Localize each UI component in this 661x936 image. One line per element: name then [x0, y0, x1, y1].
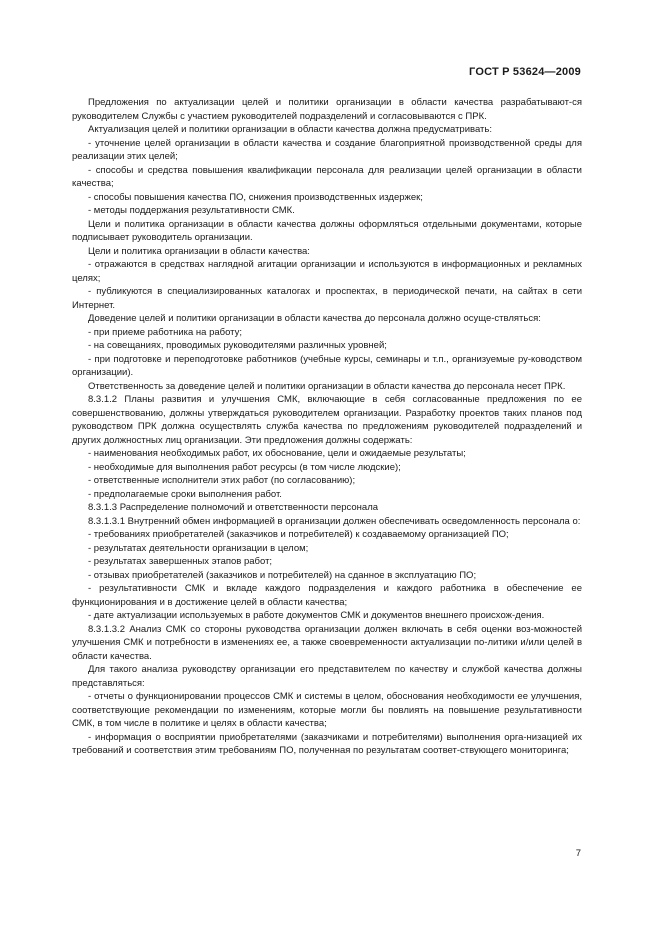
- paragraph: Цели и политика организации в области качества должны оформляться отдельными документами, которые подписывает руководитель организации.: [72, 218, 582, 243]
- clause-paragraph: 8.3.1.3.1 Внутренний обмен информацией в организации должен обеспечивать осведомленность персонала о:: [88, 515, 581, 527]
- clause-heading: 8.3.1.3 Распределение полномочий и ответственности персонала: [88, 502, 379, 513]
- paragraph: Доведение целей и политики организации в области качества до персонала должно осуще-ствляться:: [88, 313, 541, 324]
- list-item: - ответственные исполнители этих работ (по согласованию);: [88, 475, 356, 486]
- list-item: - наименования необходимых работ, их обоснование, цели и ожидаемые результаты;: [88, 448, 466, 459]
- list-item: - результативности СМК и вкладе каждого подразделения и каждого работника в обеспечение ее функционирования и в достижение целей в области качества;: [72, 583, 582, 608]
- list-item: - при подготовке и переподготовке работников (учебные курсы, семинары и т.п., организуемые ру-ководством организации).: [72, 353, 582, 378]
- list-item: - при приеме работника на работу;: [88, 326, 243, 338]
- paragraph: Ответственность за доведение целей и политики организации в области качества до персонала несет ПРК.: [88, 380, 566, 392]
- list-item: - отчеты о функционировании процессов СМК и системы в целом, обоснования необходимости ее улучшения, соответствующие рекомендации по изменениям, которые могли бы повлиять на повышение результативности СМК, в том числе в политике и целях в области качества;: [72, 691, 582, 729]
- list-item: - уточнение целей организации в области качества и создание благоприятной производственной среды для реализации этих целей;: [72, 137, 582, 162]
- clause-paragraph: 8.3.1.2 Планы развития и улучшения СМК, включающие в себя согласованные предложения по ее совершенствованию, должны утверждаться руководителем организации. Разработку проектов таких планов под руководством ПРК должна осуществлять служба качества по предложениям руководителей подразделений и других должностных лиц организации. Эти предложения должны содержать:: [72, 394, 582, 446]
- list-item: - необходимые для выполнения работ ресурсы (в том числе людские);: [88, 461, 401, 473]
- list-item: - результатах деятельности организации в целом;: [88, 542, 309, 554]
- list-item: - на совещаниях, проводимых руководителями различных уровней;: [88, 340, 387, 351]
- paragraph: Для такого анализа руководству организации его представителем по качеству и службой качества должны представляться:: [72, 664, 582, 689]
- paragraph: Актуализация целей и политики организации в области качества должна предусматривать:: [88, 124, 492, 135]
- list-item: - способы повышения качества ПО, снижения производственных издержек;: [88, 191, 423, 203]
- list-item: - информация о восприятии приобретателями (заказчиками и потребителями) выполнения орга-низацией их требований и соответствия этим требованиям ПО, полученная по результатам соответ-ствующего мониторинга;: [72, 731, 582, 756]
- list-item: - результатах завершенных этапов работ;: [88, 556, 273, 567]
- paragraph: Предложения по актуализации целей и политики организации в области качества разрабатывают-ся руководителем Службы с участием руководителей подразделений и согласовываются с ПРК.: [72, 97, 582, 122]
- list-item: - дате актуализации используемых в работе документов СМК и документов внешнего происхож-дения.: [88, 610, 545, 621]
- page-number: 7: [575, 848, 581, 859]
- list-item: - способы и средства повышения квалификации персонала для реализации целей организации в области качества;: [72, 164, 582, 189]
- list-item: - требованиях приобретателей (заказчиков и потребителей) к создаваемому организацией ПО;: [88, 529, 509, 540]
- list-item: - методы поддержания результативности СМК.: [88, 205, 295, 216]
- paragraph: Цели и политика организации в области качества:: [88, 245, 310, 257]
- document-body: [72, 96, 582, 758]
- document-standard-number: ГОСТ Р 53624—2009: [469, 66, 581, 78]
- list-item: - отзывах приобретателей (заказчиков и потребителей) на сданное в эксплуатацию ПО;: [88, 569, 477, 581]
- list-item: - публикуются в специализированных каталогах и проспектах, в периодической печати, на сайтах в сети Интернет.: [72, 286, 582, 311]
- clause-paragraph: 8.3.1.3.2 Анализ СМК со стороны руководства организации должен включать в себя оценки воз-можностей улучшения СМК и потребности в изменениях ее, а также своевременности актуализации по-литики и/или целей в области качества.: [72, 623, 582, 662]
- list-item: - предполагаемые сроки выполнения работ.: [88, 488, 282, 500]
- list-item: - отражаются в средствах наглядной агитации организации и используются в информационных и рекламных целях;: [72, 259, 582, 284]
